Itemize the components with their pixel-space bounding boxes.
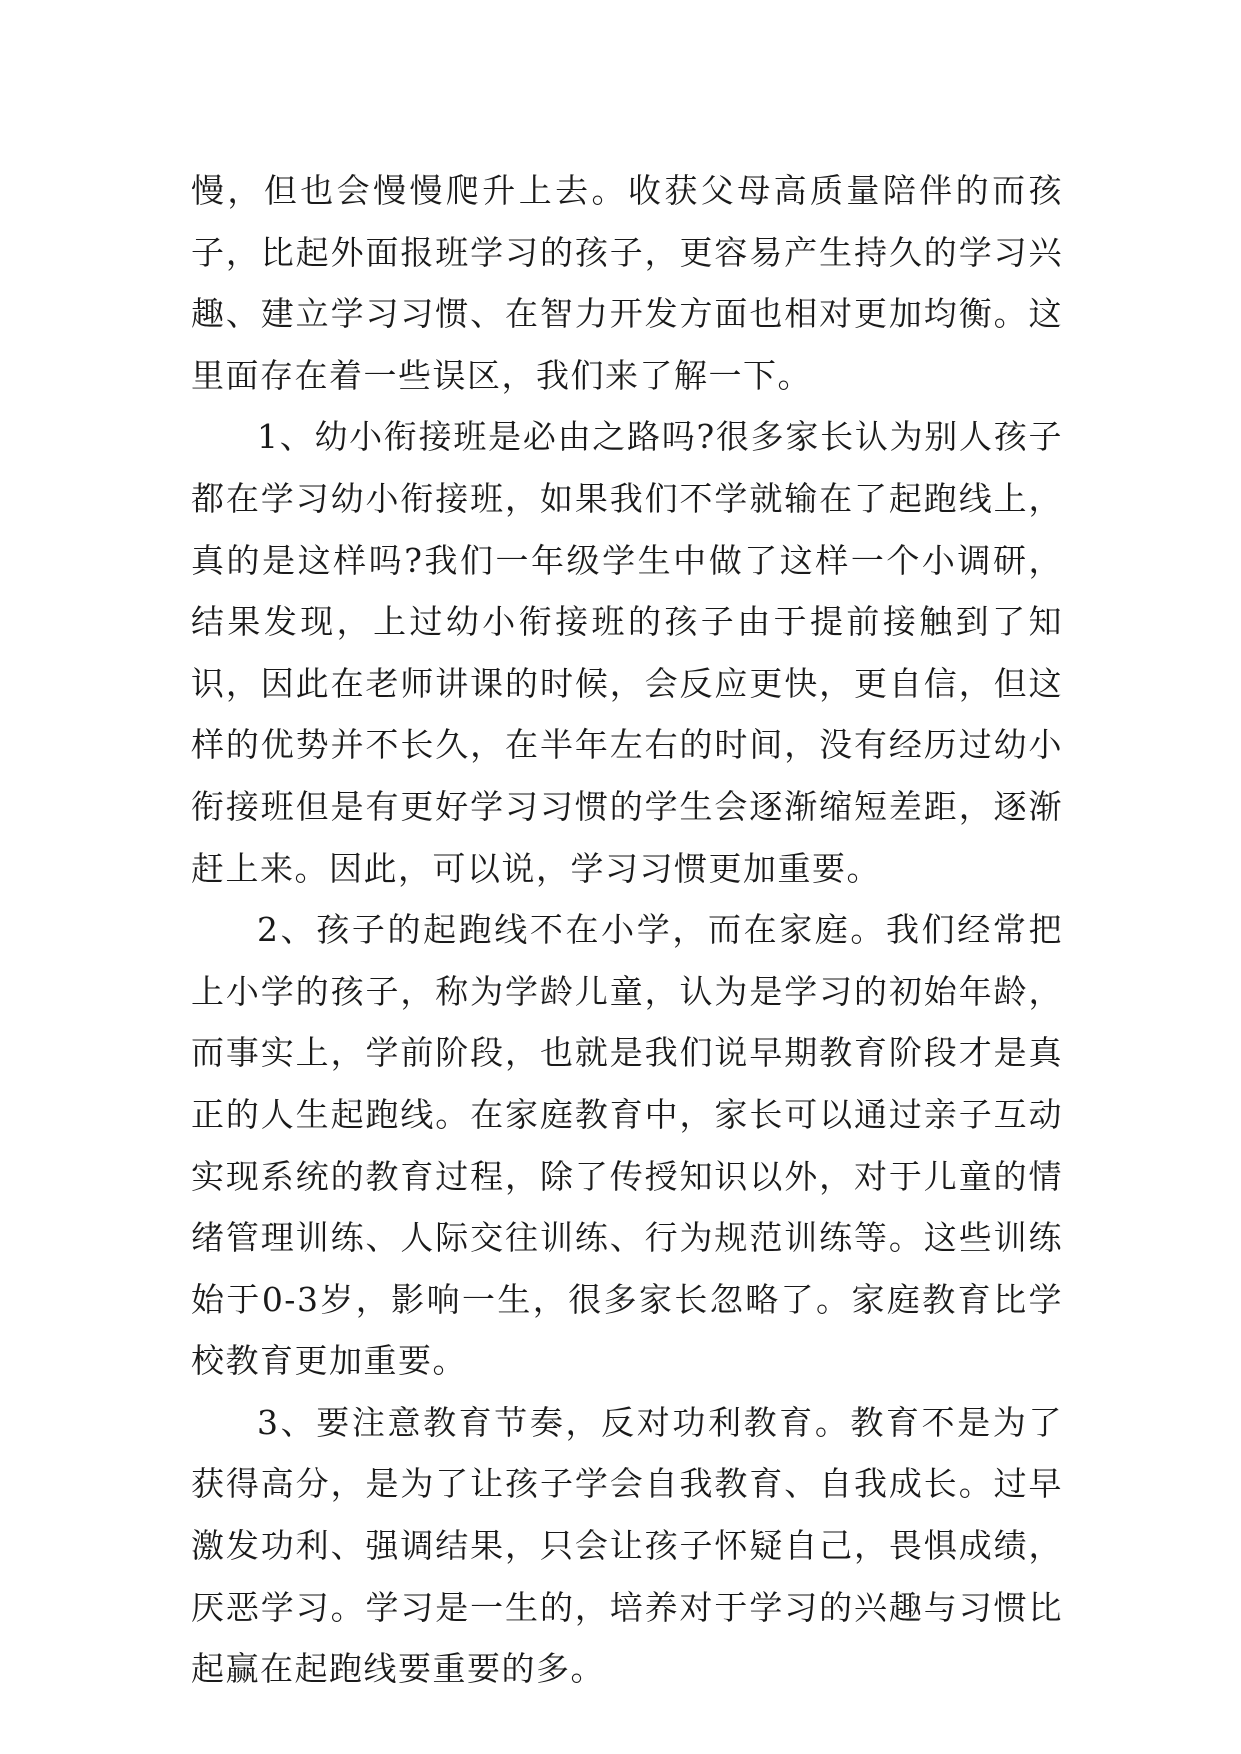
document-body [191, 160, 1063, 1700]
paragraph-1: 慢，但也会慢慢爬升上去。收获父母高质量陪伴的而孩子，比起外面报班学习的孩子，更容易产生持久的学习兴趣、建立学习习惯、在智力开发方面也相对更加均衡。这里面存在着一些误区，我们来了解一下。 [191, 171, 1063, 395]
paragraph-3: 2、孩子的起跑线不在小学，而在家庭。我们经常把上小学的孩子，称为学龄儿童，认为是学习的初始年龄，而事实上，学前阶段，也就是我们说早期教育阶段才是真正的人生起跑线。在家庭教育中，家长可以通过亲子互动实现系统的教育过程，除了传授知识以外，对于儿童的情绪管理训练、人际交往训练、行为规范训练等。这些训练始于0-3岁，影响一生，很多家长忽略了。家庭教育比学校教育更加重要。 [191, 910, 1063, 1381]
paragraph-4: 3、要注意教育节奏，反对功利教育。教育不是为了获得高分，是为了让孩子学会自我教育、自我成长。过早激发功利、强调结果，只会让孩子怀疑自己，畏惧成绩，厌恶学习。学习是一生的，培养对于学习的兴趣与习惯比起赢在起跑线要重要的多。 [191, 1402, 1063, 1689]
paragraph-2: 1、幼小衔接班是必由之路吗?很多家长认为别人孩子都在学习幼小衔接班，如果我们不学就输在了起跑线上，真的是这样吗?我们一年级学生中做了这样一个小调研，结果发现，上过幼小衔接班的孩子由于提前接触到了知识，因此在老师讲课的时候，会反应更快，更自信，但这样的优势并不长久，在半年左右的时间，没有经历过幼小衔接班但是有更好学习习惯的学生会逐渐缩短差距，逐渐赶上来。因此，可以说，学习习惯更加重要。 [191, 417, 1063, 888]
